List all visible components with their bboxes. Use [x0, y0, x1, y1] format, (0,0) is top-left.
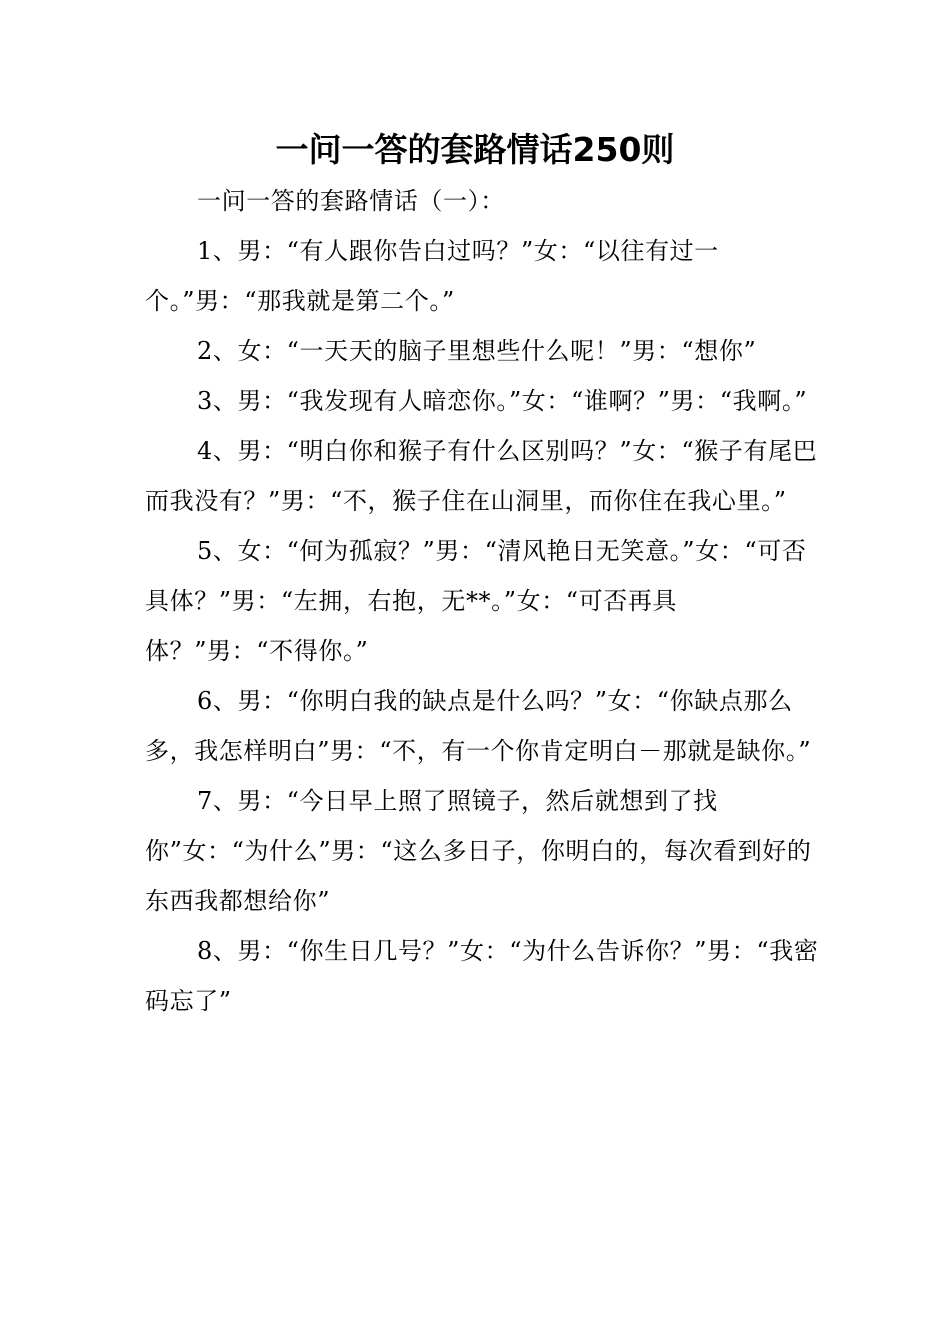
- document-body: [145, 176, 825, 1026]
- document-title: 一问一答的套路情话250则: [275, 130, 675, 169]
- dialogue-paragraph-5: 5、女：“何为孤寂？”男：“清风艳日无笑意。”女：“可否具体？”男：“左拥，右抱，无**。”女：“可否再具体？”男：“不得你。”: [145, 537, 807, 665]
- dialogue-paragraph-4: 4、男：“明白你和猴子有什么区别吗？”女：“猴子有尾巴而我没有？”男：“不，猴子住在山洞里，而你住在我心里。”: [145, 437, 818, 515]
- dialogue-paragraph-7: 7、男：“今日早上照了照镜子，然后就想到了找你”女：“为什么”男：“这么多日子，你明白的，每次看到好的东西我都想给你”: [145, 787, 812, 915]
- dialogue-paragraph-6: 6、男：“你明白我的缺点是什么吗？”女：“你缺点那么多，我怎样明白”男：“不，有一个你肯定明白－那就是缺你。”: [145, 687, 812, 765]
- dialogue-paragraph-8: 8、男：“你生日几号？”女：“为什么告诉你？”男：“我密码忘了”: [145, 937, 819, 1015]
- dialogue-paragraph-3: 3、男：“我发现有人暗恋你。”女：“谁啊？”男：“我啊。”: [197, 387, 808, 415]
- section-heading: 一问一答的套路情话（一）：: [197, 187, 505, 215]
- dialogue-paragraph-1: 1、男：“有人跟你告白过吗？”女：“以往有过一个。”男：“那我就是第二个。”: [145, 237, 719, 315]
- dialogue-paragraph-2: 2、女：“一天天的脑子里想些什么呢！”男：“想你”: [197, 337, 757, 365]
